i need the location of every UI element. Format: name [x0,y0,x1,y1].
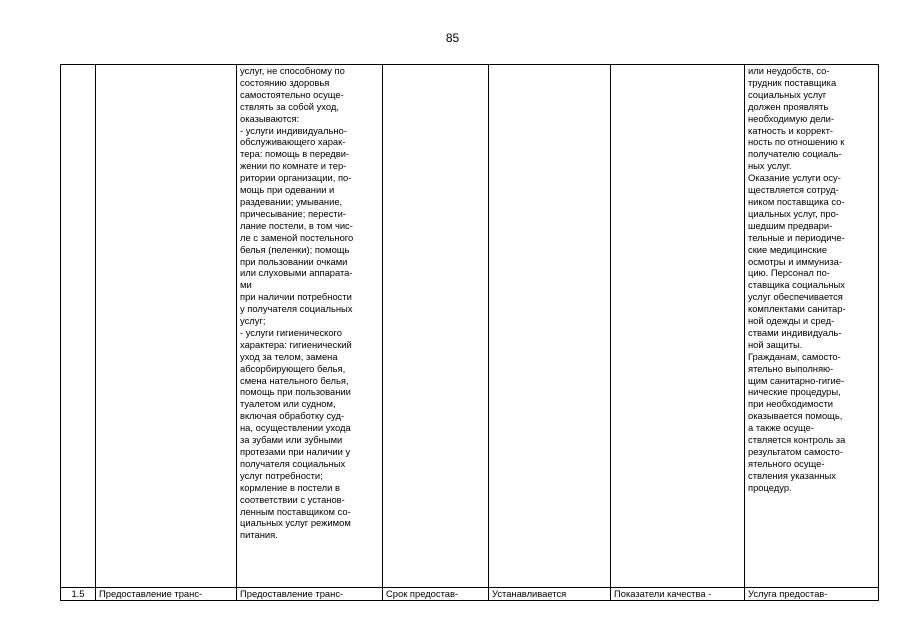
cell-number [61,65,96,588]
service-term-cell: Срок предостав- [383,588,489,601]
cell-quality-indicators [611,65,745,588]
cell-conditions: или неудобств, со- трудник поставщика социальных услуг должен проявлять необходимую дели- катность и коррект- ность по отношению к получателю социаль- ных услуг. Оказание услуги осу- ществляется сотруд- ником поставщика со- циальных услуг, про- шедшим предвари- тельные и периодиче- ские медицинские осмотры и иммуниза- цию. Персонал по- ставщика социальных услуг обеспечивается комплектами санитар- ной одежды и сред- ствами индивидуаль- ной защиты. Гражданам, самосто- ятельно выполняю- щим санитарно-гигие- нические процедуры, при необходимости оказывается помощь, а также осуще- ствляется контроль за результатом самосто- ятельного осуще- ствления указанных процедур. [745,65,879,588]
cell-service-rate [489,65,611,588]
service-name-cell: Предоставление транс- [96,588,237,601]
cell-service-name [96,65,237,588]
service-rate-cell: Устанавливается [489,588,611,601]
cell-service-description: услуг, не способному по состоянию здоровья самостоятельно осуще- ствлять за собой уход, оказываются: - услуги индивидуально- обслуживающего харак- тера: помощь в передви- жении по комнате и тер- ритории организации, по- мощь при одевании и раздевании; умывание, причесывание; перести- лание постели, в том чис- ле с заменой постельного белья (пеленки); помощь при пользовании очками или слуховыми аппарата- ми при наличии потребности у получателя социальных услуг; - услуги гигиенического характера: гигиенический уход за телом, замена абсорбирующего белья, смена нательного белья, помощь при пользовании туалетом или судном, включая обработку суд- на, осуществлении ухода за зубами или зубными протезами при наличии у получателя социальных услуг потребности; кормление в постели в соответствии с установ- ленным поставщиком со- циальных услуг режимом питания. [237,65,383,588]
service-description-cell: Предоставление транс- [237,588,383,601]
cell-service-term [383,65,489,588]
quality-indicators-cell: Показатели качества - [611,588,745,601]
table-row-1-5 [61,588,879,601]
conditions-cell: Услуга предостав- [745,588,879,601]
table-row-continuation [61,65,879,588]
page-number: 85 [445,31,460,45]
row-number: 1.5 [61,588,96,601]
services-table [60,64,879,601]
